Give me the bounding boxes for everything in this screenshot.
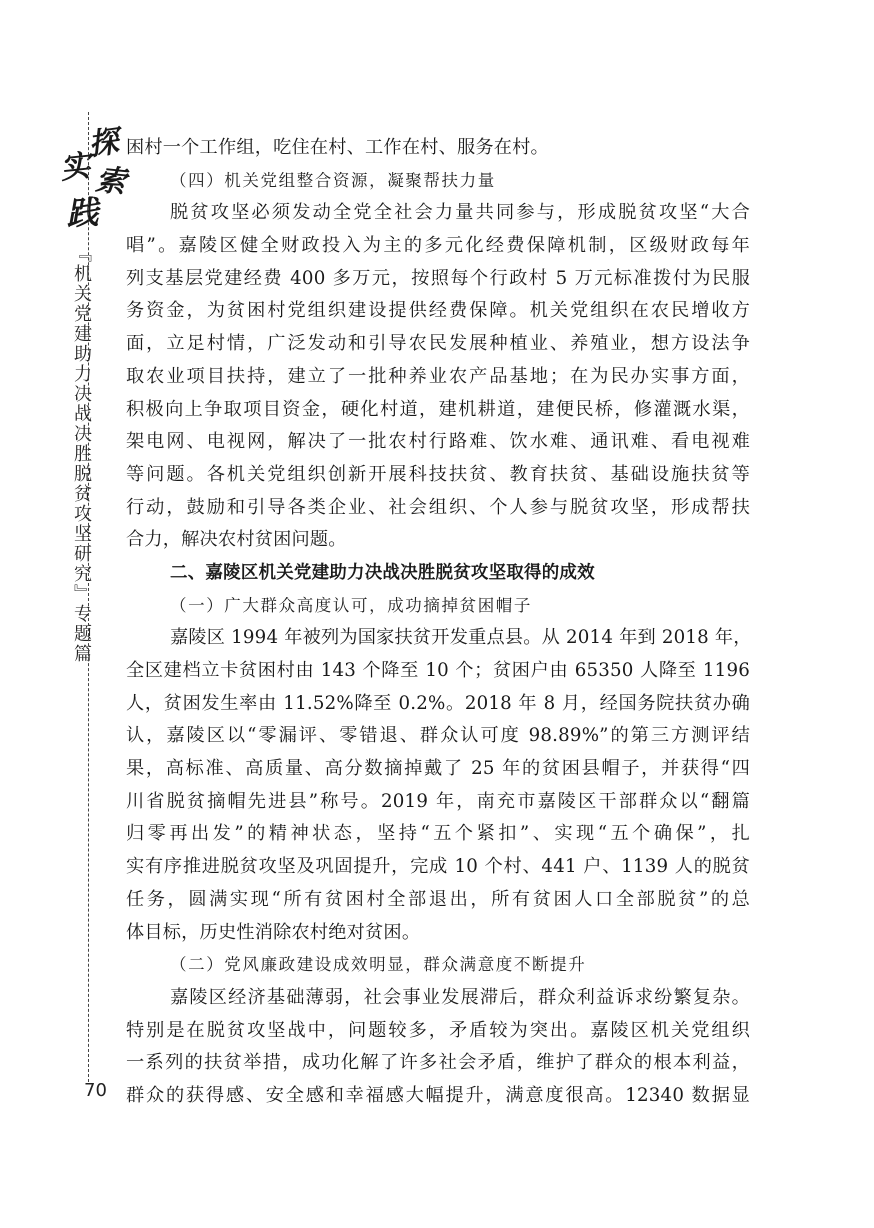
- body-line: 一系列的扶贫举措，成功化解了许多社会矛盾，维护了群众的根本利益，: [126, 1052, 750, 1074]
- vertical-series-title: 『机关党建助力决战决胜脱贫攻坚研究』专题篇: [71, 244, 92, 664]
- body-line: 等问题。各机关党组织创新开展科技扶贫、教育扶贫、基础设施扶贫等: [126, 463, 750, 485]
- body-line: 架电网、电视网，解决了一批农村行路难、饮水难、通讯难、看电视难: [126, 431, 750, 453]
- body-line: 人，贫困发生率由 11.52%降至 0.2%。2018 年 8 月，经国务院扶贫办确: [126, 692, 750, 714]
- body-line: 脱贫攻坚必须发动全党全社会力量共同参与，形成脱贫攻坚“大合: [170, 202, 750, 224]
- body-line: 取农业项目扶持，建立了一批种养业农产品基地；在为民办实事方面，: [126, 365, 750, 387]
- body-line: 任务，圆满实现“所有贫困村全部退出，所有贫困人口全部脱贫”的总: [126, 888, 750, 910]
- body-line: 积极向上争取项目资金，硬化村道，建机耕道，建便民桥，修灌溉水渠，: [126, 398, 750, 420]
- brand-char: 实: [58, 148, 93, 187]
- body-line: 困村一个工作组，吃住在村、工作在村、服务在村。: [126, 137, 549, 158]
- brand-char: 探: [86, 124, 121, 163]
- body-line: 果，高标准、高质量、高分数摘掉戴了 25 年的贫困县帽子，并获得“四: [126, 758, 750, 780]
- subsection-heading: （一）广大群众高度认可，成功摘掉贫困帽子: [170, 595, 532, 615]
- main-text: [126, 132, 750, 1113]
- body-line: 归零再出发”的精神状态，坚持“五个紧扣”、实现“五个确保”，扎: [126, 823, 750, 845]
- body-line: 务资金，为贫困村党组织建设提供经费保障。机关党组织在农民增收方: [126, 300, 750, 322]
- subsection-heading: （四）机关党组整合资源，凝聚帮扶力量: [170, 170, 496, 190]
- body-line: 认，嘉陵区以“零漏评、零错退、群众认可度 98.89%”的第三方测评结: [126, 725, 750, 747]
- subsection-heading: （二）党风廉政建设成效明显，群众满意度不断提升: [170, 955, 587, 975]
- body-line: 唱”。嘉陵区健全财政投入为主的多元化经费保障机制，区级财政每年: [126, 235, 750, 257]
- body-line: 面，立足村情，广泛发动和引导农民发展种植业、养殖业，想方设法争: [126, 333, 750, 355]
- section-heading: 二、嘉陵区机关党建助力决战决胜脱贫攻坚取得的成效: [170, 562, 595, 583]
- body-line: 合力，解决农村贫困问题。: [126, 529, 347, 551]
- body-line: 体目标，历史性消除农村绝对贫困。: [126, 921, 421, 943]
- body-line: 列支基层党建经费 400 多万元，按照每个行政村 5 万元标准拨付为民服: [126, 267, 750, 289]
- body-line: 特别是在脱贫攻坚战中，问题较多，矛盾较为突出。嘉陵区机关党组织: [126, 1019, 750, 1041]
- body-line: 全区建档立卡贫困村由 143 个降至 10 个；贫困户由 65350 人降至 1196: [126, 660, 750, 681]
- body-line: 行动，鼓励和引导各类企业、社会组织、个人参与脱贫攻坚，形成帮扶: [126, 496, 750, 518]
- dashed-divider: [88, 112, 89, 1082]
- brand-char: 践: [64, 192, 100, 234]
- body-line: 嘉陵区经济基础薄弱，社会事业发展滞后，群众利益诉求纷繁复杂。: [170, 986, 750, 1008]
- page-number: 70: [84, 1080, 107, 1101]
- body-line: 川省脱贫摘帽先进县”称号。2019 年，南充市嘉陵区干部群众以“翻篇: [126, 790, 750, 812]
- brand-char: 索: [93, 162, 128, 201]
- body-line: 嘉陵区 1994 年被列为国家扶贫开发重点县。从 2014 年到 2018 年，: [170, 627, 752, 649]
- body-line: 群众的获得感、安全感和幸福感大幅提升，满意度很高。12340 数据显: [126, 1084, 750, 1106]
- body-line: 实有序推进脱贫攻坚及巩固提升，完成 10 个村、441 户、1139 人的脱贫: [126, 856, 750, 878]
